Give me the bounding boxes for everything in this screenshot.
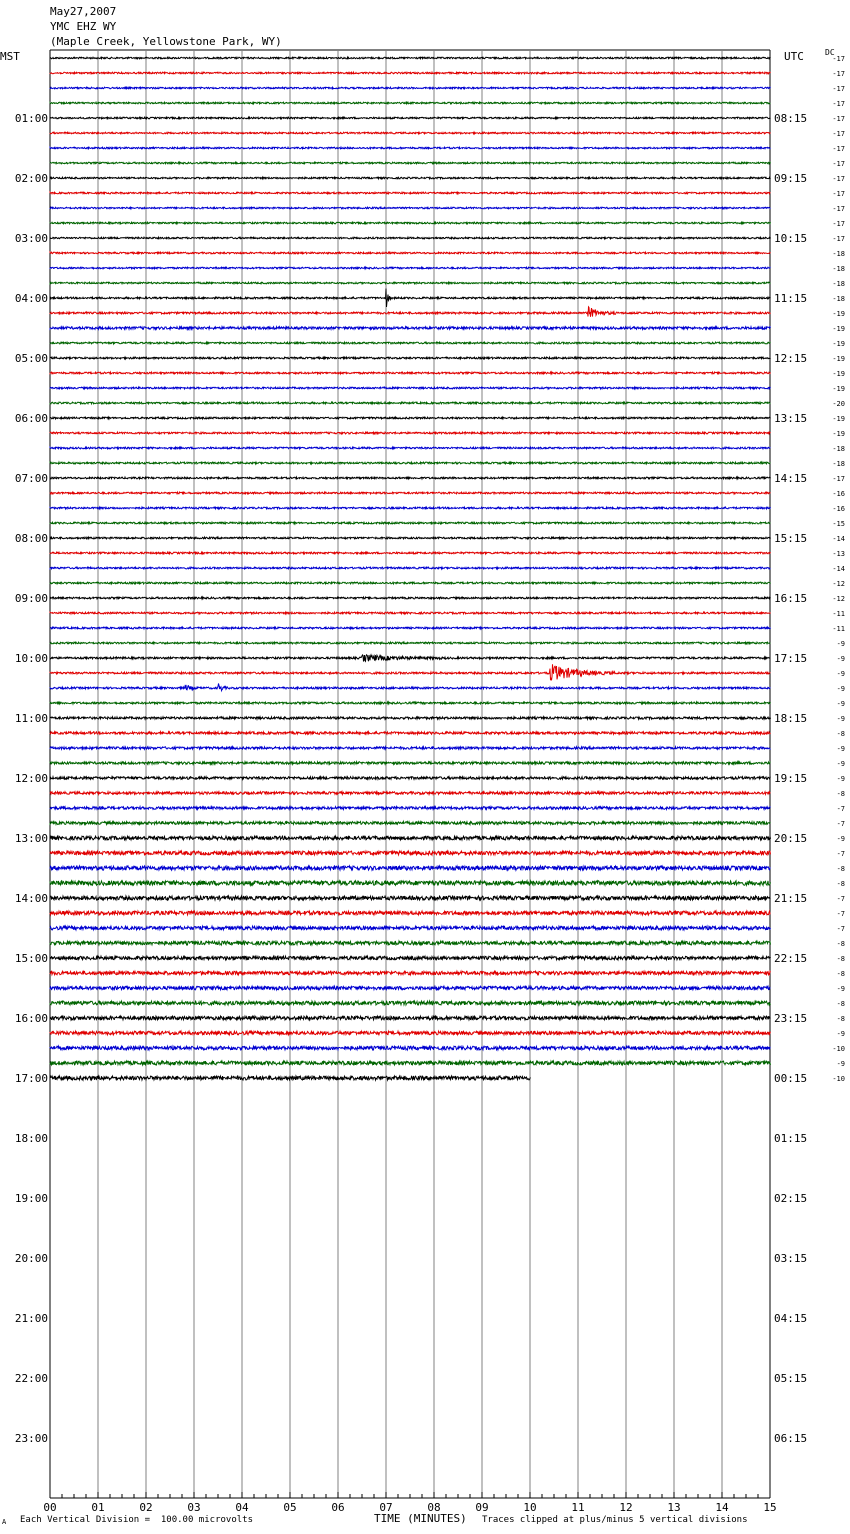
dc-offset-label: -8	[836, 865, 845, 873]
seismic-trace	[50, 822, 771, 825]
dc-offset-label: -20	[832, 400, 845, 408]
dc-offset-label: -18	[832, 250, 845, 258]
dc-offset-label: -8	[836, 940, 845, 948]
right-hour-label: 08:15	[774, 112, 808, 125]
seismic-trace	[50, 926, 771, 930]
dc-offset-label: -7	[836, 895, 845, 903]
left-hour-label: 14:00	[14, 892, 48, 905]
seismic-trace	[50, 747, 771, 749]
right-hour-label: 00:15	[774, 1072, 808, 1085]
seismic-trace	[50, 72, 771, 74]
seismic-trace	[50, 552, 771, 554]
seismic-trace	[50, 132, 771, 134]
left-hour-label: 04:00	[14, 292, 48, 305]
dc-offset-label: -16	[832, 505, 845, 513]
seismic-trace	[50, 684, 771, 691]
right-hour-label: 11:15	[774, 292, 808, 305]
seismic-trace	[50, 207, 771, 209]
x-tick-label: 01	[91, 1501, 105, 1514]
right-hour-label: 17:15	[774, 652, 808, 665]
dc-offset-label: -19	[832, 340, 845, 348]
seismic-trace	[50, 252, 771, 254]
seismic-trace	[50, 941, 771, 945]
seismic-trace	[50, 342, 771, 344]
x-tick-label: 03	[187, 1501, 201, 1514]
dc-offset-label: -9	[836, 700, 845, 708]
dc-offset-label: -17	[832, 100, 845, 108]
seismic-trace	[50, 327, 771, 330]
dc-offset-label: -9	[836, 775, 845, 783]
dc-offset-label: -17	[832, 130, 845, 138]
dc-offset-label: -8	[836, 730, 845, 738]
seismic-trace	[50, 911, 771, 915]
dc-offset-label: -7	[836, 805, 845, 813]
dc-offset-label: -17	[832, 190, 845, 198]
seismic-trace	[50, 1061, 771, 1065]
seismic-trace	[50, 702, 771, 704]
x-tick-label: 15	[763, 1501, 777, 1514]
station-code: YMC EHZ WY	[50, 20, 117, 33]
seismic-trace	[50, 1046, 771, 1050]
chart-date: May27,2007	[50, 5, 117, 18]
dc-offset-label: -12	[832, 580, 845, 588]
x-tick-label: 06	[331, 1501, 345, 1514]
station-location: (Maple Creek, Yellowstone Park, WY)	[50, 35, 282, 48]
seismic-trace	[50, 597, 771, 599]
seismic-trace	[50, 537, 771, 539]
dc-offset-label: -18	[832, 280, 845, 288]
dc-offset-label: -18	[832, 445, 845, 453]
seismic-trace	[50, 582, 771, 584]
dc-offset-label: -8	[836, 790, 845, 798]
left-hour-label: 22:00	[14, 1372, 48, 1385]
seismic-trace	[50, 417, 771, 419]
seismic-trace	[50, 372, 771, 374]
seismic-trace	[50, 282, 771, 284]
seismic-trace	[50, 807, 771, 810]
dc-offset-label: -14	[832, 535, 845, 543]
dc-offset-label: -17	[832, 235, 845, 243]
left-hour-label: 15:00	[14, 952, 48, 965]
right-hour-label: 09:15	[774, 172, 808, 185]
seismic-trace	[50, 267, 771, 269]
x-tick-label: 02	[139, 1501, 153, 1514]
seismic-trace	[50, 522, 771, 524]
seismic-trace	[50, 57, 771, 59]
right-hour-label: 22:15	[774, 952, 808, 965]
dc-offset-label: -17	[832, 160, 845, 168]
seismic-trace	[50, 402, 771, 404]
x-tick-label: 07	[379, 1501, 393, 1514]
dc-offset-label: -11	[832, 610, 845, 618]
seismic-trace	[50, 357, 771, 359]
seismic-trace	[50, 642, 771, 644]
dc-offset-label: -8	[836, 970, 845, 978]
right-timezone-label: UTC	[784, 50, 804, 63]
seismic-trace	[50, 655, 771, 662]
left-hour-label: 06:00	[14, 412, 48, 425]
right-hour-label: 14:15	[774, 472, 808, 485]
seismic-trace	[50, 956, 771, 960]
seismic-trace	[50, 162, 771, 164]
right-hour-label: 19:15	[774, 772, 808, 785]
left-hour-label: 02:00	[14, 172, 48, 185]
seismic-trace	[50, 117, 771, 119]
left-hour-label: 23:00	[14, 1432, 48, 1445]
right-hour-label: 02:15	[774, 1192, 808, 1205]
dc-offset-label: -17	[832, 115, 845, 123]
x-tick-label: 14	[715, 1501, 729, 1514]
seismic-trace	[50, 147, 771, 149]
right-hour-label: 05:15	[774, 1372, 808, 1385]
left-hour-label: 18:00	[14, 1132, 48, 1145]
seismic-trace	[50, 971, 771, 975]
dc-offset-label: -19	[832, 310, 845, 318]
dc-offset-label: -17	[832, 475, 845, 483]
left-hour-label: 13:00	[14, 832, 48, 845]
seismic-trace	[50, 102, 771, 104]
seismic-trace	[50, 717, 771, 719]
dc-offset-label: -17	[832, 55, 845, 63]
seismic-trace	[50, 387, 771, 389]
dc-offset-label: -12	[832, 595, 845, 603]
dc-offset-label: -19	[832, 385, 845, 393]
seismic-trace	[50, 462, 771, 464]
dc-offset-label: -8	[836, 1000, 845, 1008]
right-hour-label: 18:15	[774, 712, 808, 725]
right-hour-label: 15:15	[774, 532, 808, 545]
vertical-scale-note: Each Vertical Division = 100.00 microvolts	[20, 1515, 253, 1525]
dc-offset-label: -13	[832, 550, 845, 558]
left-timezone-label: MST	[0, 50, 20, 63]
right-hour-label: 13:15	[774, 412, 808, 425]
dc-offset-label: -17	[832, 175, 845, 183]
dc-offset-label: -10	[832, 1045, 845, 1053]
right-hour-label: 23:15	[774, 1012, 808, 1025]
x-tick-label: 09	[475, 1501, 489, 1514]
dc-header-label: DC	[825, 48, 835, 57]
left-hour-label: 10:00	[14, 652, 48, 665]
dc-offset-label: -18	[832, 265, 845, 273]
seismic-trace	[50, 986, 771, 990]
dc-offset-label: -9	[836, 715, 845, 723]
seismic-trace	[50, 447, 771, 449]
seismic-trace	[50, 177, 771, 179]
left-hour-label: 07:00	[14, 472, 48, 485]
seismic-trace	[50, 567, 771, 569]
seismic-trace	[50, 664, 771, 680]
right-hour-label: 06:15	[774, 1432, 808, 1445]
dc-offset-label: -10	[832, 1075, 845, 1083]
x-tick-label: 08	[427, 1501, 441, 1514]
seismic-trace	[50, 866, 771, 870]
right-hour-label: 12:15	[774, 352, 808, 365]
seismic-trace	[50, 222, 771, 224]
dc-offset-label: -19	[832, 415, 845, 423]
dc-offset-label: -8	[836, 1015, 845, 1023]
seismic-trace	[50, 777, 771, 780]
seismic-trace	[50, 881, 771, 885]
x-tick-label: 12	[619, 1501, 633, 1514]
left-hour-label: 09:00	[14, 592, 48, 605]
left-hour-label: 05:00	[14, 352, 48, 365]
left-hour-label: 11:00	[14, 712, 48, 725]
seismic-trace	[50, 507, 771, 509]
dc-offset-label: -14	[832, 565, 845, 573]
seismic-trace	[50, 896, 771, 900]
dc-offset-label: -9	[836, 1060, 845, 1068]
dc-offset-label: -18	[832, 460, 845, 468]
clip-note: Traces clipped at plus/minus 5 vertical divisions	[482, 1515, 748, 1525]
left-hour-label: 19:00	[14, 1192, 48, 1205]
seismic-trace	[50, 627, 771, 629]
right-hour-label: 04:15	[774, 1312, 808, 1325]
dc-offset-label: -19	[832, 325, 845, 333]
left-hour-label: 20:00	[14, 1252, 48, 1265]
dc-offset-label: -8	[836, 955, 845, 963]
seismic-trace	[50, 1016, 771, 1020]
left-hour-label: 08:00	[14, 532, 48, 545]
dc-offset-label: -9	[836, 655, 845, 663]
dc-offset-label: -9	[836, 685, 845, 693]
left-hour-label: 16:00	[14, 1012, 48, 1025]
seismic-trace	[50, 307, 771, 317]
dc-offset-label: -9	[836, 760, 845, 768]
dc-offset-label: -15	[832, 520, 845, 528]
dc-offset-label: -19	[832, 430, 845, 438]
seismic-trace	[50, 732, 771, 734]
x-tick-label: 11	[571, 1501, 585, 1514]
seismic-trace	[50, 432, 771, 434]
left-hour-label: 17:00	[14, 1072, 48, 1085]
right-hour-label: 21:15	[774, 892, 808, 905]
dc-offset-label: -17	[832, 85, 845, 93]
dc-offset-label: -7	[836, 925, 845, 933]
seismic-trace	[50, 87, 771, 89]
x-tick-label: 04	[235, 1501, 249, 1514]
right-hour-label: 01:15	[774, 1132, 808, 1145]
dc-offset-label: -18	[832, 295, 845, 303]
dc-offset-label: -16	[832, 490, 845, 498]
x-axis-title: TIME (MINUTES)	[374, 1512, 467, 1525]
dc-offset-label: -9	[836, 1030, 845, 1038]
seismic-trace	[50, 851, 771, 855]
dc-offset-label: -17	[832, 145, 845, 153]
footer-marker: A	[2, 1518, 7, 1526]
seismic-trace	[50, 836, 771, 840]
seismic-trace	[50, 792, 771, 795]
right-hour-label: 10:15	[774, 232, 808, 245]
left-hour-label: 12:00	[14, 772, 48, 785]
seismic-trace	[50, 492, 771, 494]
dc-offset-label: -9	[836, 670, 845, 678]
dc-offset-label: -9	[836, 640, 845, 648]
x-tick-label: 13	[667, 1501, 681, 1514]
dc-offset-label: -9	[836, 745, 845, 753]
x-tick-label: 05	[283, 1501, 297, 1514]
x-tick-label: 00	[43, 1501, 57, 1514]
dc-offset-label: -7	[836, 850, 845, 858]
seismic-trace	[50, 237, 771, 239]
left-hour-label: 21:00	[14, 1312, 48, 1325]
x-tick-label: 10	[523, 1501, 537, 1514]
dc-offset-label: -8	[836, 880, 845, 888]
left-hour-label: 01:00	[14, 112, 48, 125]
seismic-trace	[50, 762, 771, 764]
dc-offset-label: -17	[832, 220, 845, 228]
dc-offset-label: -7	[836, 910, 845, 918]
seismic-trace	[50, 1001, 771, 1005]
dc-offset-label: -19	[832, 370, 845, 378]
dc-offset-label: -17	[832, 205, 845, 213]
dc-offset-label: -11	[832, 625, 845, 633]
dc-offset-label: -17	[832, 70, 845, 78]
right-hour-label: 16:15	[774, 592, 808, 605]
seismic-trace	[50, 192, 771, 194]
right-hour-label: 03:15	[774, 1252, 808, 1265]
seismic-trace	[50, 612, 771, 614]
right-hour-label: 20:15	[774, 832, 808, 845]
seismic-trace	[50, 1031, 771, 1035]
dc-offset-label: -19	[832, 355, 845, 363]
dc-offset-label: -9	[836, 835, 845, 843]
left-hour-label: 03:00	[14, 232, 48, 245]
dc-offset-label: -7	[836, 820, 845, 828]
dc-offset-label: -9	[836, 985, 845, 993]
seismic-trace	[50, 477, 771, 479]
seismic-trace	[50, 289, 771, 308]
